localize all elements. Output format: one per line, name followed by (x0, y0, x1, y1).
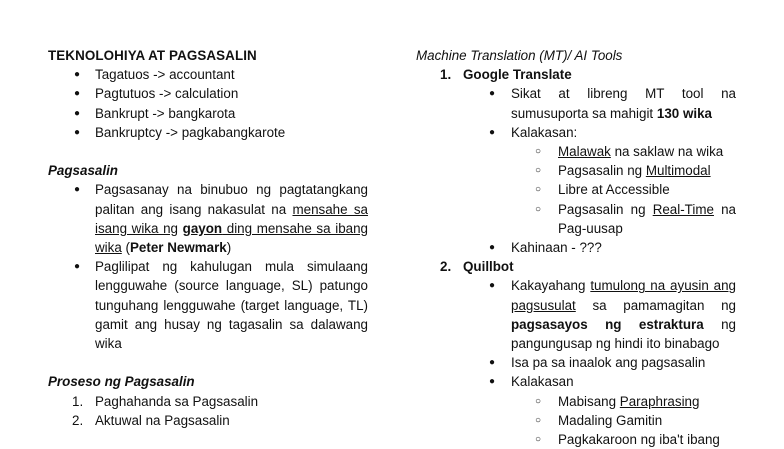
section-title-teknolohiya: TEKNOLOHIYA AT PAGSASALIN (48, 48, 257, 63)
bullet-icon: ● (74, 184, 81, 196)
left-column (48, 46, 368, 430)
bullet-icon: ● (74, 88, 81, 100)
circle-bullet-icon: ○ (535, 395, 542, 407)
bullet-icon: ● (489, 126, 496, 138)
list-item: ● Pagtutuos -> calculation (48, 84, 368, 103)
bullet-icon: ● (489, 280, 496, 292)
list-item: ○ Madaling Gamitin (416, 411, 736, 430)
bullet-icon: ● (489, 376, 496, 388)
list-item: ● Kalakasan: (416, 123, 736, 142)
section-title-proseso: Proseso ng Pagsasalin (48, 374, 195, 390)
list-item: 2. Aktuwal na Pagsasalin (72, 412, 230, 428)
bullet-icon: ● (489, 357, 496, 369)
right-column (416, 46, 736, 449)
section-title-mt: Machine Translation (MT)/ AI Tools (416, 48, 623, 63)
bullet-icon: ● (74, 69, 81, 81)
list-item: ○ Malawak na saklaw na wika (416, 142, 736, 161)
bullet-icon: ● (489, 88, 496, 100)
list-item: 1. Paghahanda sa Pagsasalin (72, 393, 259, 409)
circle-bullet-icon: ○ (535, 184, 542, 196)
list-item: ○ Pagsasalin ng Multimodal (416, 161, 736, 180)
list-item: ● Kalakasan (416, 372, 736, 391)
list-item: ○ Pagkakaroon ng iba't ibang (416, 430, 736, 449)
list-item: ● Tagatuos -> accountant (48, 65, 368, 84)
list-item: ○ Libre at Accessible (416, 180, 736, 199)
list-item: ● Bankrupt -> bangkarota (48, 104, 368, 123)
list-item: ● Bankruptcy -> pagkabangkarote (48, 123, 368, 142)
circle-bullet-icon: ○ (535, 165, 542, 177)
circle-bullet-icon: ○ (535, 203, 542, 215)
bullet-icon: ● (74, 261, 81, 273)
bullet-icon: ● (74, 126, 81, 138)
bullet-icon: ● (489, 242, 496, 254)
circle-bullet-icon: ○ (535, 434, 542, 446)
list-item: ○ Pagsasalin ng Real-Time na Pag-uusap (535, 201, 736, 236)
tool-google-translate: 1. Google Translate (440, 67, 572, 83)
circle-bullet-icon: ○ (535, 414, 542, 426)
list-item: ● Sikat at libreng MT tool na sumusuporta sa mahigit 130 wika (489, 86, 736, 121)
tool-quillbot: 2. Quillbot (440, 259, 514, 275)
list-item: ● Isa pa sa inaalok ang pagsasalin (416, 353, 736, 372)
section-title-pagsasalin: Pagsasalin (48, 163, 118, 179)
list-item: ● Kahinaan - ??? (416, 238, 736, 257)
list-item: ○ Mabisang Paraphrasing (416, 392, 736, 411)
definition-1: ● Pagsasanay na binubuo ng pagtatangkang palitan ang isang nakasulat na mensahe sa isang wika ng gayon ding mensahe sa ibang wika (Peter Newmark) (74, 182, 369, 256)
circle-bullet-icon: ○ (535, 146, 542, 158)
bullet-icon: ● (74, 107, 81, 119)
list-item: ● Kakayahang tumulong na ayusin ang pagsusulat sa pamamagitan ng pagsasayos ng estraktura ng pangungusap ng hindi ito binabago (489, 278, 736, 352)
definition-2: ● Paglilipat ng kahulugan mula simulaang lengguwahe (source language, SL) patungo tunguhang lengguwahe (target language, TL) gamit ang husay ng tagasalin sa dalawang wika (74, 259, 368, 352)
